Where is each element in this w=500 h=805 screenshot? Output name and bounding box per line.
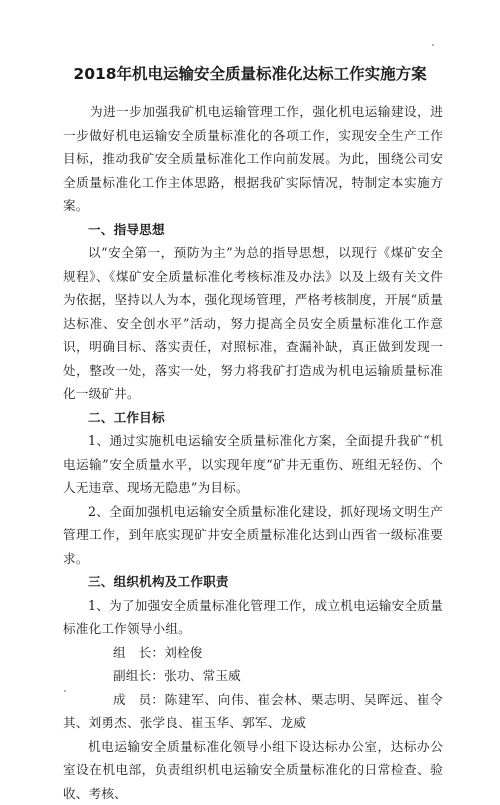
section-heading-work-goals-text: 二、工作目标: [88, 410, 165, 425]
intro-paragraph: 为进一步加强我矿机电运输管理工作，强化机电运输建设，进一步做好机电运输安全质量标准化的各项工作，实现安全生产工作目标，推动我矿安全质量标准化工作向前发展。为此，围绕公司安全质量标准化工作主体思路，根据我矿实际情况，特制定本实施方案。: [63, 100, 443, 218]
member-row-leader: [63, 641, 443, 665]
page-mark-bottom: [64, 690, 66, 692]
member-names-leader: 刘栓俊: [164, 645, 202, 660]
member-names-members: 陈建军、向伟、崔会林、栗志明、吴晖远、崔令其、刘勇杰、张学良、崔玉华、郭军、龙威: [63, 692, 443, 731]
member-names-deputy: 张功、常玉威: [164, 668, 241, 683]
document-title: 2018年机电运输安全质量标准化达标工作实施方案: [30, 63, 470, 85]
work-goal-item-1: 1、通过实施机电运输安全质量标准化方案，全面提升我矿“机电运输”安全质量水平，以实现年度“矿井无重伤、班组无轻伤、个人无违章、现场无隐患”为目标。: [63, 429, 443, 500]
section-heading-guiding-ideology: 一、指导思想: [63, 218, 443, 242]
member-role-members: 成 员：: [88, 688, 164, 712]
section-heading-work-goals: [63, 406, 443, 430]
office-paragraph: 机电运输安全质量标准化领导小组下设达标办公室，达标办公室设在机电部，负责组织机电运输安全质量标准化的日常检查、验收、考核、: [63, 735, 443, 805]
document-body: [63, 100, 443, 805]
work-goal-item-2: 2、全面加强机电运输安全质量标准化建设，抓好现场文明生产管理工作，到年底实现矿井安全质量标准化达到山西省一级标准要求。: [63, 500, 443, 571]
section-heading-organization: 三、组织机构及工作职责: [63, 570, 443, 594]
member-role-leader: 组 长：: [88, 641, 164, 665]
member-row-deputy: [63, 664, 443, 688]
organization-paragraph: 1、为了加强安全质量标准化管理工作，成立机电运输安全质量标准化工作领导小组。: [63, 594, 443, 641]
member-row-members: [63, 688, 443, 735]
member-role-deputy: 副组长：: [88, 664, 164, 688]
page-mark-top: [432, 44, 434, 46]
guiding-ideology-paragraph: 以“安全第一，预防为主”为总的指导思想，以现行《煤矿安全规程》、《煤矿安全质量标准化考核标准及办法》以及上级有关文件为依据，坚持以人为本，强化现场管理，严格考核制度，开展“质量达标准、安全创水平”活动，努力提高全员安全质量标准化工作意识，明确目标、落实责任，对照标准，查漏补缺，真正做到发现一处，整改一处，落实一处，努力将我矿打造成为机电运输质量标准化一级矿井。: [63, 241, 443, 406]
